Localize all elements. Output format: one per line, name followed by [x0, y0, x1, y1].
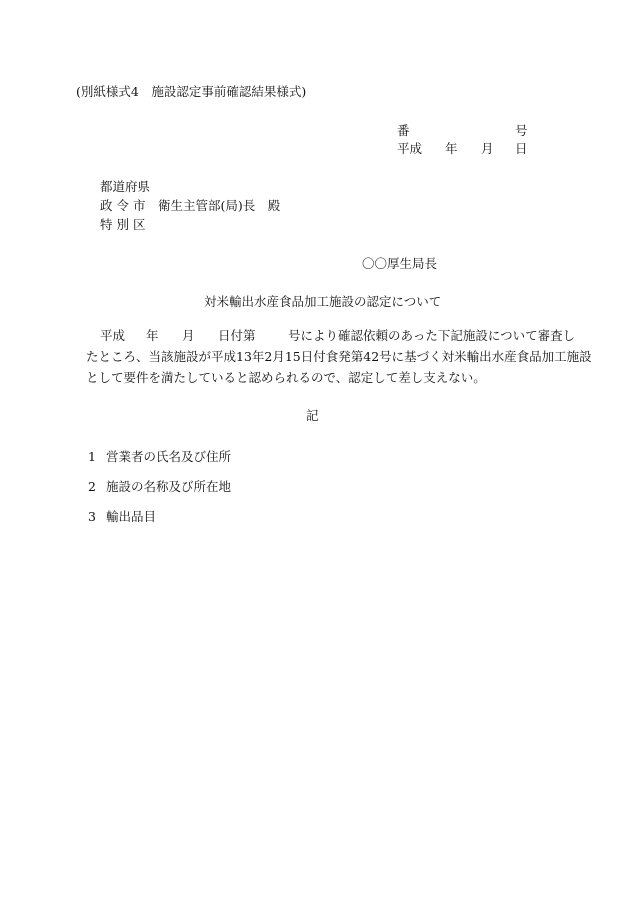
body-line-2: たところ、当該施設が平成13年2月15日付食発第42号に基づく対米輸出水産食品加工施設 — [86, 349, 592, 364]
body-date-year: 年 — [146, 328, 159, 343]
item-label: 施設の名称及び所在地 — [106, 479, 232, 494]
sender: 〇〇厚生局長 — [362, 256, 438, 271]
form-title: (別紙様式4 施設認定事前確認結果様式) — [76, 84, 307, 99]
item-label: 営業者の氏名及び住所 — [106, 449, 232, 464]
body-date-dated: 日付第 — [218, 328, 256, 343]
body-date-month: 月 — [182, 328, 195, 343]
date-year: 年 — [445, 141, 458, 156]
body-date-era: 平成 — [100, 328, 126, 343]
body-line-1-rest: 号により確認依頼のあった下記施設について審査し — [288, 328, 576, 343]
list-item — [88, 509, 156, 525]
body-line-1 — [100, 328, 576, 344]
subject-title: 対米輸出水産食品加工施設の認定について — [204, 294, 442, 309]
ki-heading: 記 — [306, 408, 319, 423]
item-number: 2 — [88, 479, 96, 494]
item-number: 3 — [88, 509, 96, 524]
list-item — [88, 449, 231, 465]
date-era: 平成 — [397, 141, 423, 156]
addressee-line-3: 特 別 区 — [100, 217, 146, 232]
item-number: 1 — [88, 449, 96, 464]
body-line-3: として要件を満たしていると認められるので、認定して差し支えない。 — [86, 370, 486, 385]
list-item — [88, 479, 231, 495]
item-label: 輸出品目 — [106, 509, 157, 524]
number-label: 番 — [397, 123, 410, 138]
date-day: 日 — [515, 141, 528, 156]
addressee-line-1: 都道府県 — [100, 179, 151, 194]
date-month: 月 — [481, 141, 494, 156]
number-suffix: 号 — [515, 123, 528, 138]
addressee-line-2: 政 令 市 衛生主管部(局)長 殿 — [100, 198, 281, 213]
